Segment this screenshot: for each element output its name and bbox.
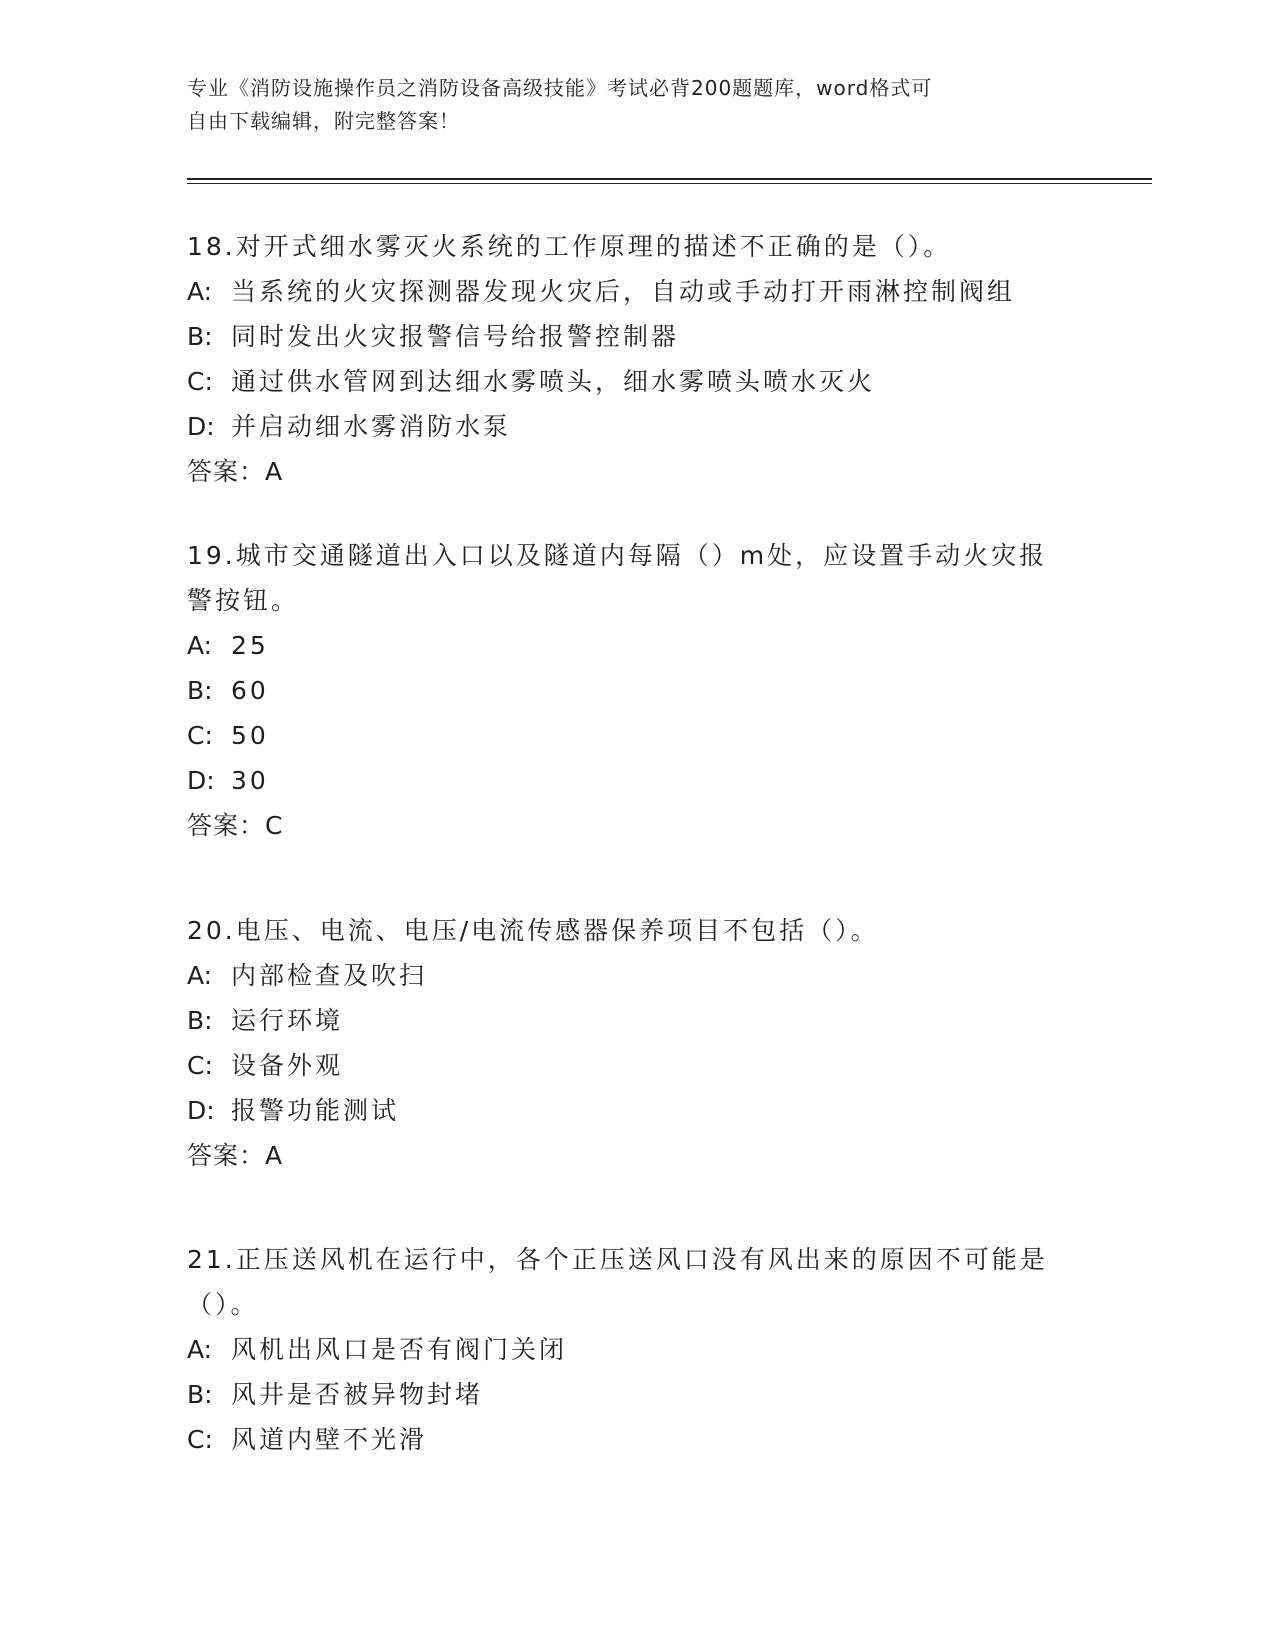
option-text: 风道内壁不光滑 [231, 1425, 428, 1454]
option-a [187, 1327, 1067, 1372]
option-c [187, 1043, 1067, 1088]
option-text: 30 [231, 766, 269, 795]
option-a [187, 623, 1067, 668]
option-text: 60 [231, 676, 269, 705]
option-text: 风井是否被异物封堵 [231, 1380, 484, 1409]
option-letter: A: [187, 961, 213, 990]
option-letter: D: [187, 1096, 215, 1125]
header-divider-thick [187, 178, 1152, 180]
question-19 [187, 533, 1067, 848]
option-letter: C: [187, 367, 213, 396]
option-c [187, 1417, 1067, 1462]
question-21 [187, 1237, 1067, 1462]
option-letter: B: [187, 676, 213, 705]
option-b [187, 1372, 1067, 1417]
question-stem: 20.电压、电流、电压/电流传感器保养项目不包括（）。 [187, 916, 879, 945]
question-stem: 19.城市交通隧道出入口以及隧道内每隔（）m处，应设置手动火灾报警按钮。 [187, 541, 1048, 615]
option-letter: B: [187, 322, 213, 351]
option-text: 运行环境 [231, 1006, 344, 1035]
answer-label: 答案：A [187, 1141, 284, 1170]
option-text: 通过供水管网到达细水雾喷头，细水雾喷头喷水灭火 [231, 367, 876, 396]
option-letter: C: [187, 1425, 213, 1454]
option-letter: B: [187, 1380, 213, 1409]
question-20 [187, 908, 1067, 1178]
option-text: 报警功能测试 [231, 1096, 400, 1125]
option-text: 25 [231, 631, 269, 660]
option-text: 风机出风口是否有阀门关闭 [231, 1335, 568, 1364]
option-letter: D: [187, 766, 215, 795]
document-header [187, 72, 1067, 138]
option-text: 设备外观 [231, 1051, 344, 1080]
answer-label: 答案：A [187, 457, 284, 486]
question-stem: 21.正压送风机在运行中，各个正压送风口没有风出来的原因不可能是（）。 [187, 1245, 1048, 1319]
option-a [187, 269, 1067, 314]
option-d [187, 758, 1067, 803]
option-letter: A: [187, 631, 213, 660]
option-b [187, 998, 1067, 1043]
option-text: 同时发出火灾报警信号给报警控制器 [231, 322, 680, 351]
option-letter: D: [187, 412, 215, 441]
option-b [187, 668, 1067, 713]
option-letter: C: [187, 721, 213, 750]
option-c [187, 713, 1067, 758]
option-letter: A: [187, 277, 213, 306]
answer-label: 答案：C [187, 811, 284, 840]
option-b [187, 314, 1067, 359]
option-letter: A: [187, 1335, 213, 1364]
option-c [187, 359, 1067, 404]
option-text: 50 [231, 721, 269, 750]
option-letter: B: [187, 1006, 213, 1035]
option-letter: C: [187, 1051, 213, 1080]
option-a [187, 953, 1067, 998]
question-stem: 18.对开式细水雾灭火系统的工作原理的描述不正确的是（）。 [187, 232, 952, 261]
option-text: 内部检查及吹扫 [231, 961, 428, 990]
option-d [187, 404, 1067, 449]
header-title-line-1: 专业《消防设施操作员之消防设备高级技能》考试必背200题题库，word格式可 [187, 76, 933, 100]
question-18 [187, 224, 1067, 494]
option-d [187, 1088, 1067, 1133]
option-text: 当系统的火灾探测器发现火灾后，自动或手动打开雨淋控制阀组 [231, 277, 1016, 306]
header-divider-thin [187, 183, 1152, 184]
header-title-line-2: 自由下载编辑，附完整答案！ [187, 109, 460, 133]
option-text: 并启动细水雾消防水泵 [231, 412, 512, 441]
